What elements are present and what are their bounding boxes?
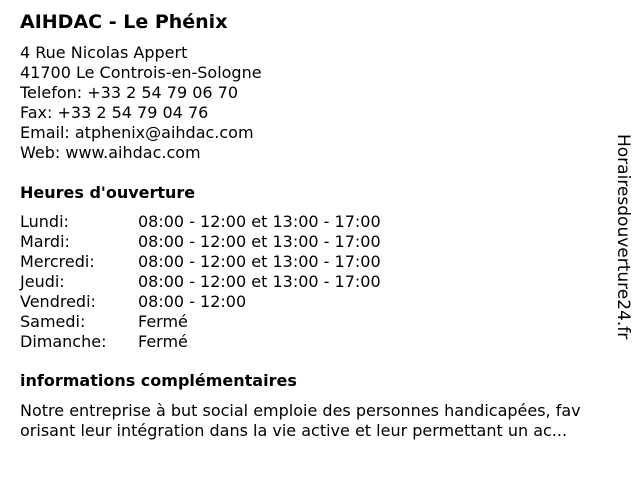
business-title: AIHDAC - Le Phénix — [20, 11, 228, 33]
day-hours: 08:00 - 12:00 et 13:00 - 17:00 — [138, 272, 381, 291]
day-label: Dimanche: — [20, 332, 107, 351]
hours-heading: Heures d'ouverture — [20, 183, 196, 202]
address-city: 41700 Le Controis-en-Sologne — [20, 63, 262, 82]
day-label: Jeudi: — [20, 272, 65, 291]
hours-table — [20, 212, 610, 352]
email-address: Email: atphenix@aihdac.com — [20, 123, 254, 142]
day-label: Mardi: — [20, 232, 70, 251]
day-label: Vendredi: — [20, 292, 96, 311]
contact-block — [20, 43, 610, 163]
day-label: Mercredi: — [20, 252, 95, 271]
watermark: Horairesdouverture24.fr — [613, 134, 633, 340]
fax-number: Fax: +33 2 54 79 04 76 — [20, 103, 209, 122]
day-label: Lundi: — [20, 212, 69, 231]
hours-row-monday — [20, 212, 610, 232]
hours-row-wednesday — [20, 252, 610, 272]
hours-row-thursday — [20, 272, 610, 292]
day-hours: 08:00 - 12:00 et 13:00 - 17:00 — [138, 252, 381, 271]
address-street: 4 Rue Nicolas Appert — [20, 43, 188, 62]
info-heading: informations complémentaires — [20, 371, 297, 390]
info-description — [20, 401, 620, 441]
hours-row-tuesday — [20, 232, 610, 252]
hours-row-sunday — [20, 332, 610, 352]
day-hours: 08:00 - 12:00 et 13:00 - 17:00 — [138, 212, 381, 231]
business-card — [20, 10, 610, 441]
day-hours: Fermé — [138, 312, 188, 331]
website: Web: www.aihdac.com — [20, 143, 201, 162]
info-line: Notre entreprise à but social emploie des personnes handicapées, fav — [20, 401, 581, 420]
day-label: Samedi: — [20, 312, 86, 331]
day-hours: 08:00 - 12:00 — [138, 292, 247, 311]
hours-row-saturday — [20, 312, 610, 332]
day-hours: Fermé — [138, 332, 188, 351]
info-line: orisant leur intégration dans la vie active et leur permettant un ac... — [20, 421, 568, 440]
hours-row-friday — [20, 292, 610, 312]
day-hours: 08:00 - 12:00 et 13:00 - 17:00 — [138, 232, 381, 251]
phone-number: Telefon: +33 2 54 79 06 70 — [20, 83, 239, 102]
